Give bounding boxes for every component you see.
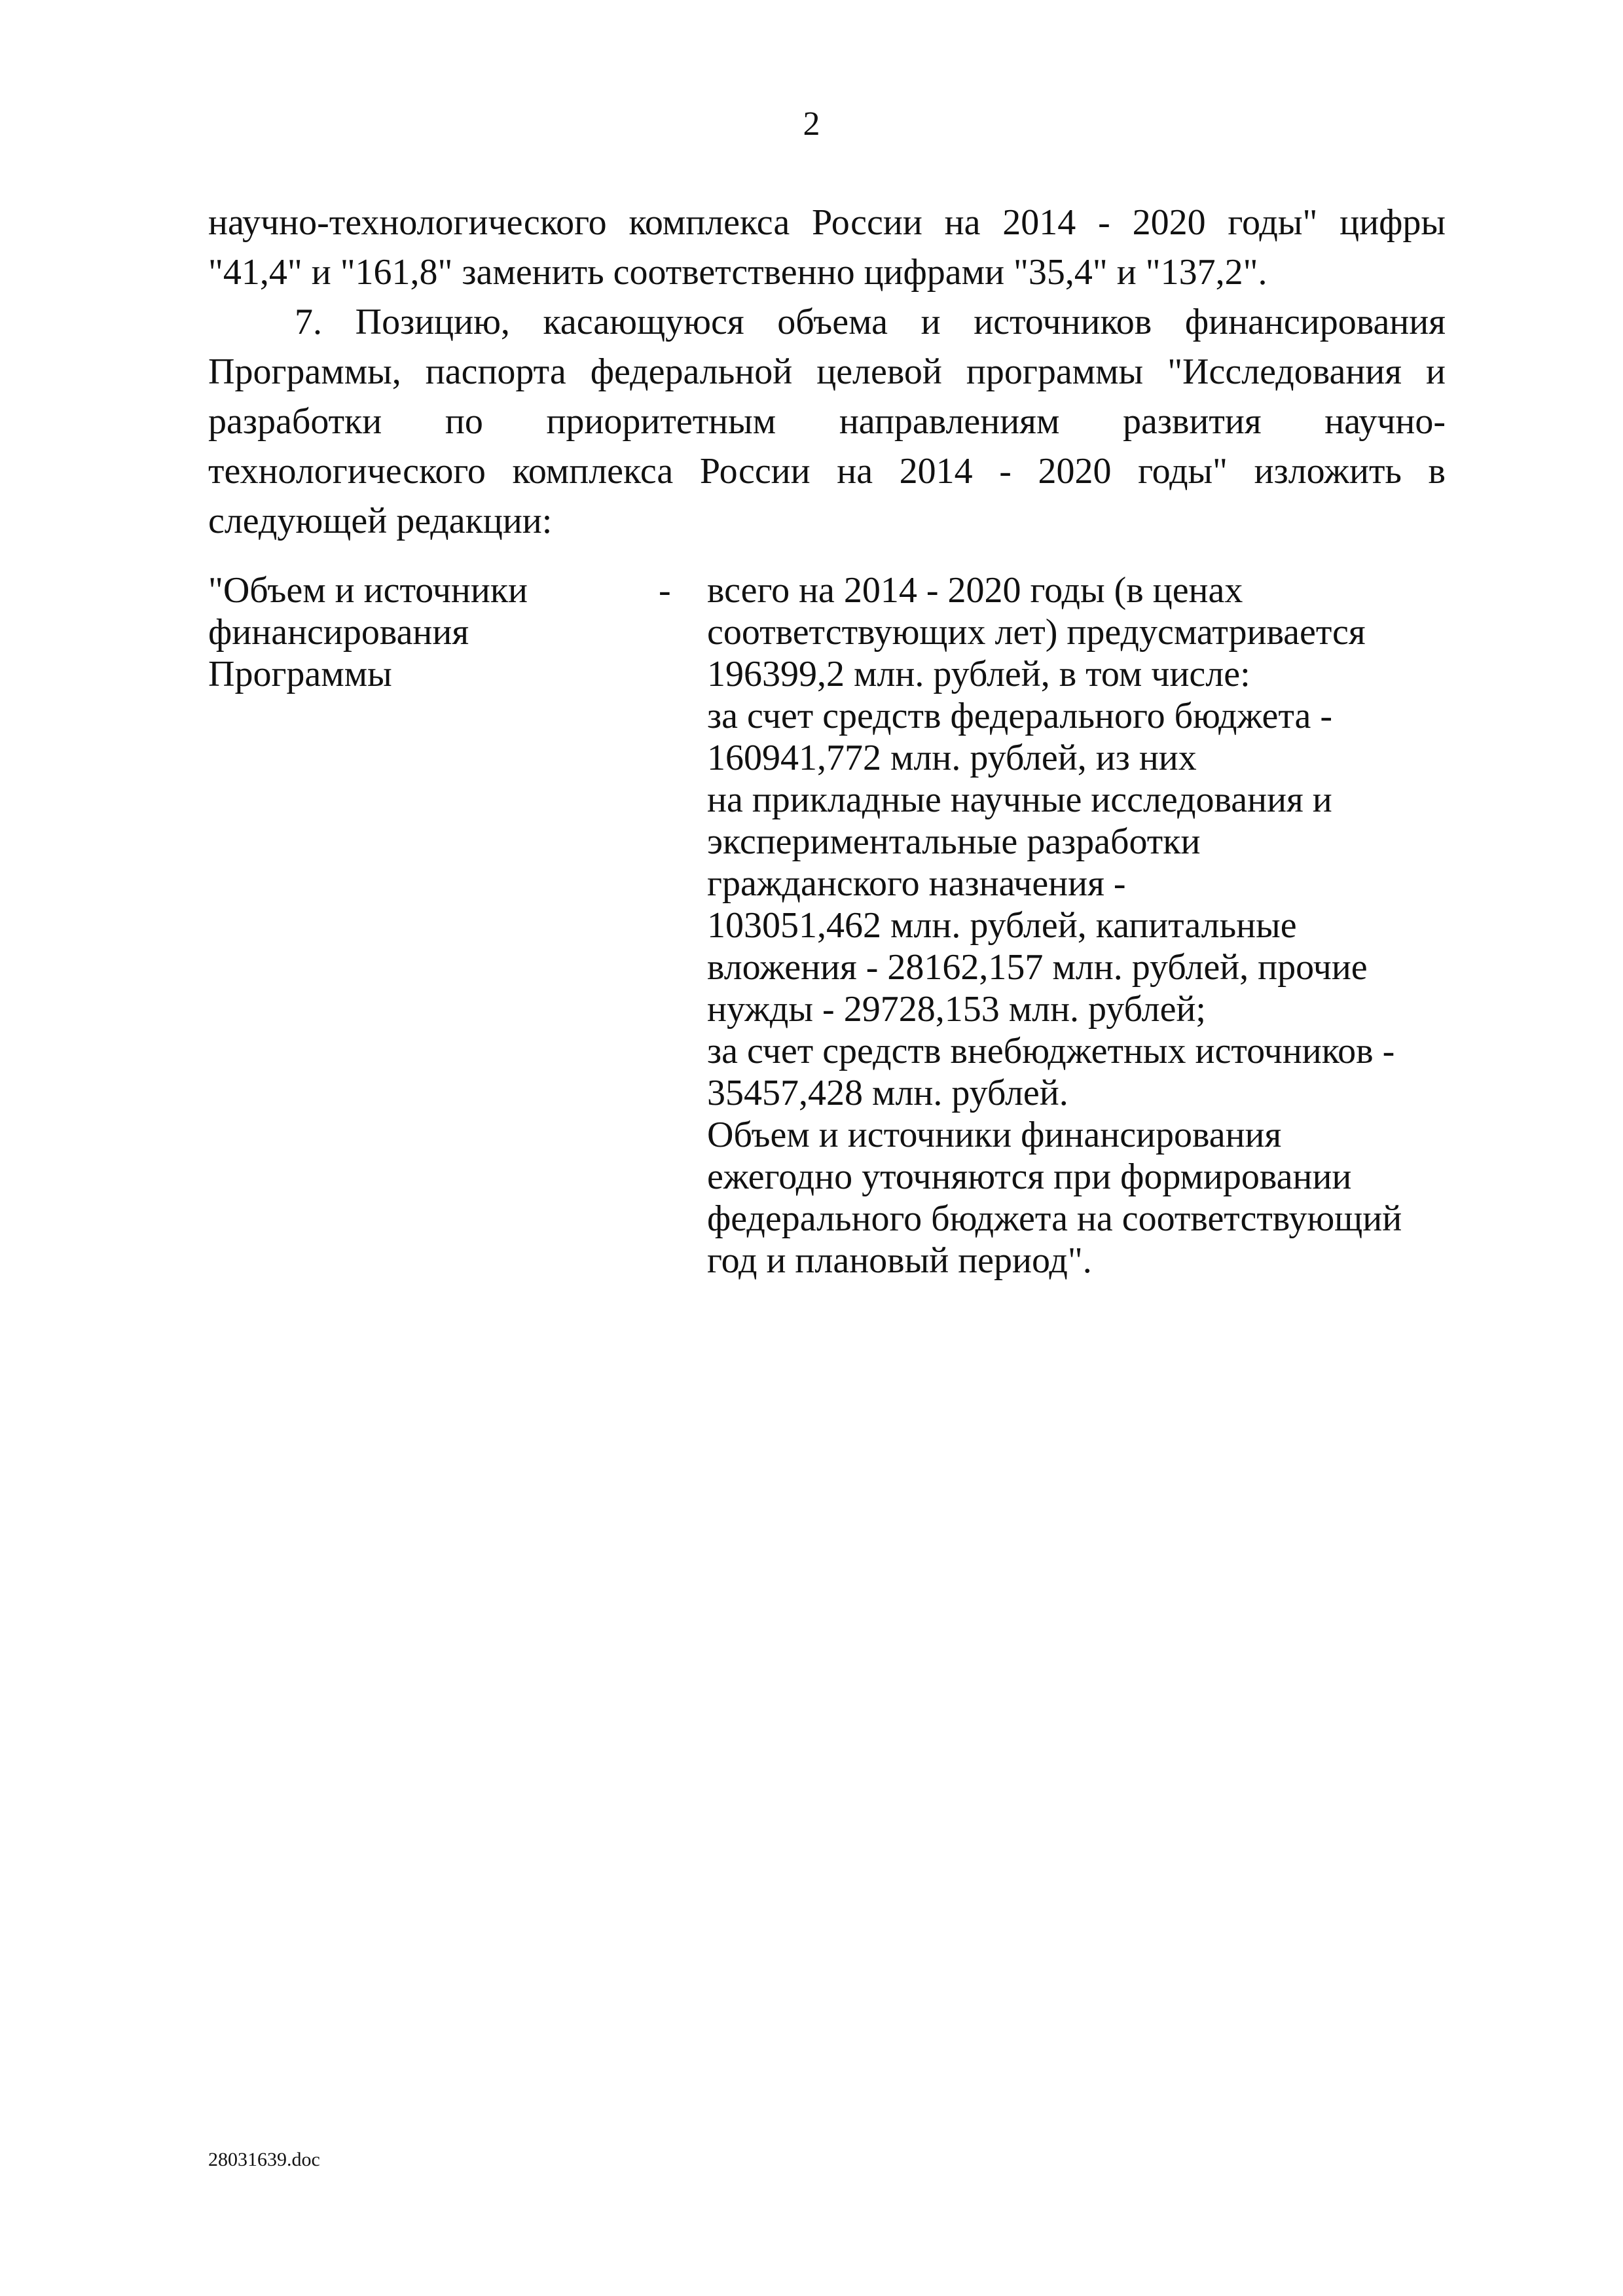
paragraph-line: разработки по приоритетным направлениям развития научно- <box>208 401 1446 442</box>
paragraph-2 <box>208 297 1446 546</box>
paragraph-line: технологического комплекса России на 2014 - 2020 годы" изложить в <box>208 451 1446 492</box>
page-number: 2 <box>803 105 820 143</box>
value-line: 103051,462 млн. рублей, капитальные <box>707 905 1297 946</box>
paragraph-line: следующей редакции: <box>208 501 553 541</box>
value-line: гражданского назначения - <box>707 863 1126 904</box>
value-line: федерального бюджета на соответствующий <box>707 1198 1402 1239</box>
paragraph-line: 7. Позицию, касающуюся объема и источников финансирования <box>295 302 1446 342</box>
value-line: вложения - 28162,157 млн. рублей, прочие <box>707 947 1368 988</box>
value-line: на прикладные научные исследования и <box>707 780 1332 820</box>
passport-value <box>707 569 1402 1282</box>
value-line: 160941,772 млн. рублей, из них <box>707 738 1197 778</box>
value-line: 35457,428 млн. рублей. <box>707 1073 1068 1113</box>
value-line: Объем и источники финансирования <box>707 1115 1282 1155</box>
value-line: экспериментальные разработки <box>707 821 1201 862</box>
value-line: 196399,2 млн. рублей, в том числе: <box>707 654 1250 694</box>
passport-label <box>208 569 528 695</box>
paragraph-1 <box>208 198 1446 297</box>
label-line: Программы <box>208 654 392 694</box>
paragraph-line: Программы, паспорта федеральной целевой программы "Исследования и <box>208 351 1446 392</box>
value-line: нужды - 29728,153 млн. рублей; <box>707 989 1206 1030</box>
label-line: "Объем и источники <box>208 570 528 611</box>
paragraph-line: "41,4" и "161,8" заменить соответственно цифрами "35,4" и "137,2". <box>208 252 1267 293</box>
value-line: за счет средств внебюджетных источников - <box>707 1031 1395 1071</box>
value-line: всего на 2014 - 2020 годы (в ценах <box>707 570 1243 611</box>
value-line: соответствующих лет) предусматривается <box>707 612 1366 653</box>
footer-doc-code: 28031639.doc <box>208 2149 320 2170</box>
value-line: за счет средств федерального бюджета - <box>707 696 1333 736</box>
value-line: ежегодно уточняются при формировании <box>707 1157 1352 1197</box>
value-line: год и плановый период". <box>707 1240 1092 1281</box>
passport-dash: - <box>659 570 671 611</box>
label-line: финансирования <box>208 612 469 653</box>
paragraph-line: научно-технологического комплекса России на 2014 - 2020 годы" цифры <box>208 202 1446 243</box>
